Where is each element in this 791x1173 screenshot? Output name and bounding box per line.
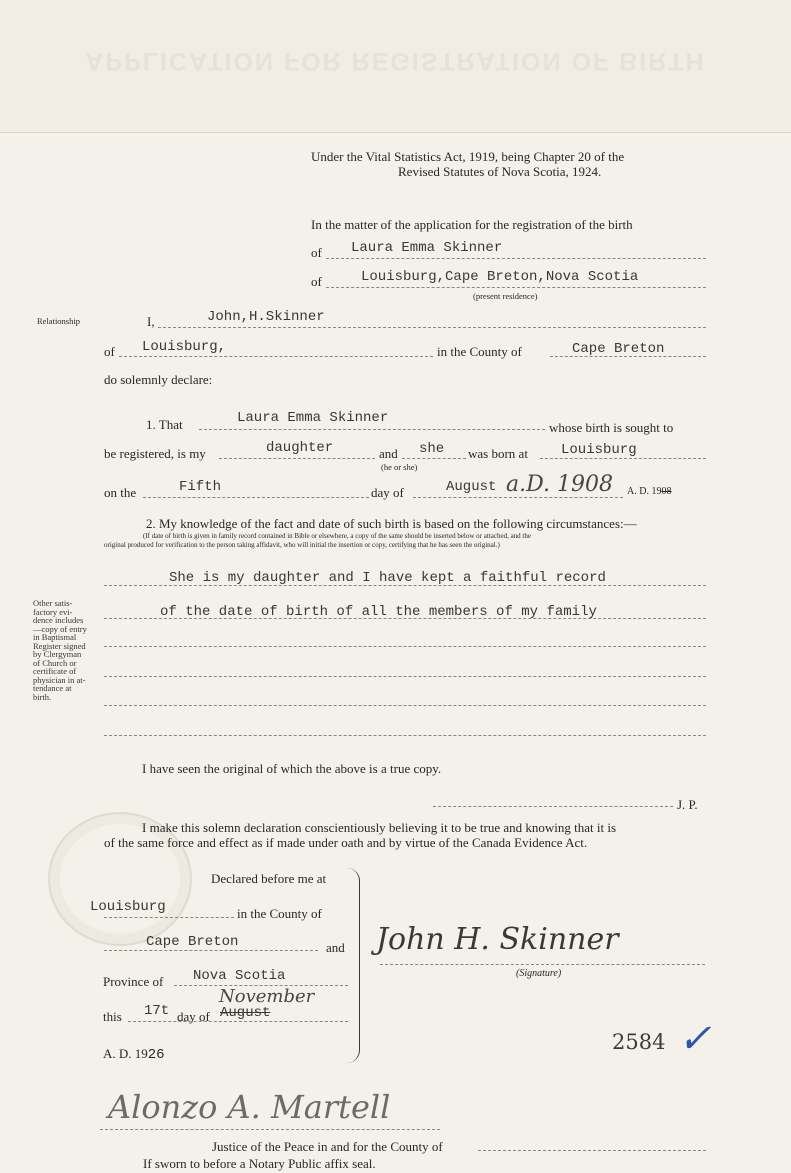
item1-and: and	[379, 446, 398, 461]
justice-label: Justice of the Peace in and for the County of	[212, 1139, 443, 1154]
other-evidence-line: factory evi-	[33, 606, 73, 617]
signature-label: (Signature)	[516, 968, 562, 979]
notary-note: If sworn to before a Notary Public affix seal.	[143, 1156, 376, 1171]
declared-and: and	[326, 940, 345, 955]
crossed-year-digits: 08	[661, 486, 672, 497]
declaration-brace	[347, 868, 360, 1063]
declaration-line-2: of the same force and effect as if made under oath and by virtue of the Canada Evidence Act.	[104, 835, 588, 850]
declared-year: 26	[147, 1047, 165, 1063]
evidence-text-2: of the date of birth of all the members of my family	[160, 604, 597, 620]
declared-date-line	[128, 1021, 348, 1022]
declared-place: Louisburg	[90, 899, 166, 915]
item1-born-at: was born at	[468, 446, 528, 461]
relation-line	[219, 458, 375, 459]
evidence-line-3	[104, 646, 706, 647]
crossed-month: August	[220, 1005, 271, 1021]
of-label-residence: of	[311, 274, 322, 289]
province-label: Province of	[103, 974, 164, 989]
declared-county: Cape Breton	[146, 934, 239, 950]
handwritten-year: a.D. 1908	[506, 472, 613, 497]
declared-county-label: in the County of	[237, 906, 322, 921]
declarant-place: Louisburg,	[142, 339, 227, 355]
of-label-child: of	[311, 245, 322, 260]
matter-intro: In the matter of the application for the registration of the birth	[311, 217, 633, 232]
declared-day: 17t	[144, 1003, 170, 1019]
evidence-text-1: She is my daughter and I have kept a faithful record	[169, 570, 606, 586]
item1-relation: daughter	[266, 440, 334, 456]
other-evidence-line: in Baptismal	[33, 632, 77, 642]
item1-registered: be registered, is my	[104, 446, 206, 461]
jp-label: J. P.	[677, 797, 698, 812]
child-name: Laura Emma Skinner	[351, 240, 503, 256]
justice-county-line	[478, 1150, 706, 1151]
check-mark: ✓	[678, 1016, 712, 1062]
item1-birthplace: Louisburg	[561, 442, 637, 458]
residence: Louisburg,Cape Breton,Nova Scotia	[361, 269, 639, 285]
other-evidence-line: of Church or	[33, 657, 77, 668]
item1-name-line	[199, 429, 545, 430]
other-evidence-line: Register signed	[33, 640, 86, 651]
signature-line	[380, 964, 705, 965]
province: Nova Scotia	[193, 968, 286, 984]
registration-number: 2584	[612, 1030, 666, 1054]
pronoun-line	[402, 458, 466, 459]
evidence-line-6	[104, 735, 706, 736]
of-label-place: of	[104, 344, 115, 359]
printed-year-prefix: A. D. 19	[627, 486, 662, 497]
other-evidence-line: Other satis-	[33, 598, 73, 608]
this-label: this	[103, 1009, 122, 1024]
justice-signature-line	[100, 1129, 440, 1130]
month-line	[413, 497, 623, 498]
other-evidence-line: physician in at-	[33, 674, 86, 685]
item1-name: Laura Emma Skinner	[237, 410, 389, 426]
county-label: in the County of	[437, 344, 522, 359]
item2-note-2: original produced for verification to the person taking affidavit, who will initial the insertion or copy, certifying that he has seen the original.)	[104, 541, 500, 549]
he-or-she-note: (he or she)	[381, 462, 418, 472]
copy-statement: I have seen the original of which the above is a true copy.	[142, 761, 442, 776]
other-evidence-line: —copy of entry	[33, 623, 87, 634]
printed-year-label	[627, 486, 671, 497]
item2-heading: 2. My knowledge of the fact and date of such birth is based on the following circumstances:—	[146, 516, 637, 531]
other-evidence-line: certificate of	[33, 666, 77, 676]
ad-label	[103, 1046, 165, 1063]
other-evidence-line: dence includes	[33, 615, 84, 625]
day-line	[143, 497, 369, 498]
declarant-place-line	[119, 356, 433, 357]
item1-day: Fifth	[179, 479, 222, 495]
other-evidence-line: birth.	[33, 691, 52, 702]
header-line-1: Under the Vital Statistics Act, 1919, being Chapter 20 of the	[311, 149, 625, 164]
residence-line	[326, 287, 706, 288]
declare-text: do solemnly declare:	[104, 372, 213, 387]
item1-month: August	[446, 479, 497, 495]
declared-place-line	[104, 917, 234, 918]
declarant-name: John,H.Skinner	[207, 309, 325, 325]
header-line-2: Revised Statutes of Nova Scotia, 1924.	[398, 164, 602, 179]
declarant-name-line	[158, 327, 706, 328]
declarant-signature: John H. Skinner	[376, 922, 619, 957]
declaration-line-1: I make this solemn declaration conscientiously believing it to be true and knowing that it is	[142, 820, 617, 835]
item1-on-the: on the	[104, 485, 137, 500]
child-name-line	[326, 258, 706, 259]
form-title-bleedthrough: APPLICATION FOR REGISTRATION OF BIRTH	[85, 47, 706, 75]
handwritten-month: November	[219, 986, 315, 1007]
other-evidence-note	[33, 599, 103, 701]
residence-note: (present residence)	[473, 291, 538, 301]
other-evidence-line: tendance at	[33, 683, 72, 693]
ad-prefix: A. D. 19	[103, 1046, 148, 1061]
evidence-line-4	[104, 676, 706, 677]
justice-signature: Alonzo A. Martell	[108, 1088, 391, 1126]
other-evidence-line: by Clergyman	[33, 649, 82, 659]
item1-pronoun: she	[419, 441, 445, 457]
relationship-label: Relationship	[37, 316, 80, 326]
item1-whose: whose birth is sought to	[549, 420, 674, 435]
item1-that: 1. That	[146, 417, 183, 432]
i-label: I,	[147, 314, 155, 329]
evidence-line-5	[104, 705, 706, 706]
declared-day-of: day of	[177, 1009, 210, 1024]
jp-signature-line	[433, 806, 673, 807]
declarant-county: Cape Breton	[572, 341, 665, 357]
declared-before-label: Declared before me at	[211, 871, 327, 886]
item2-note-1: (If date of birth is given in family record contained in Bible or elsewhere, a copy of the same should be inserted below or attached, and the	[143, 532, 531, 540]
item1-day-of: day of	[371, 485, 404, 500]
birthplace-line	[540, 458, 706, 459]
declared-county-line	[104, 950, 318, 951]
